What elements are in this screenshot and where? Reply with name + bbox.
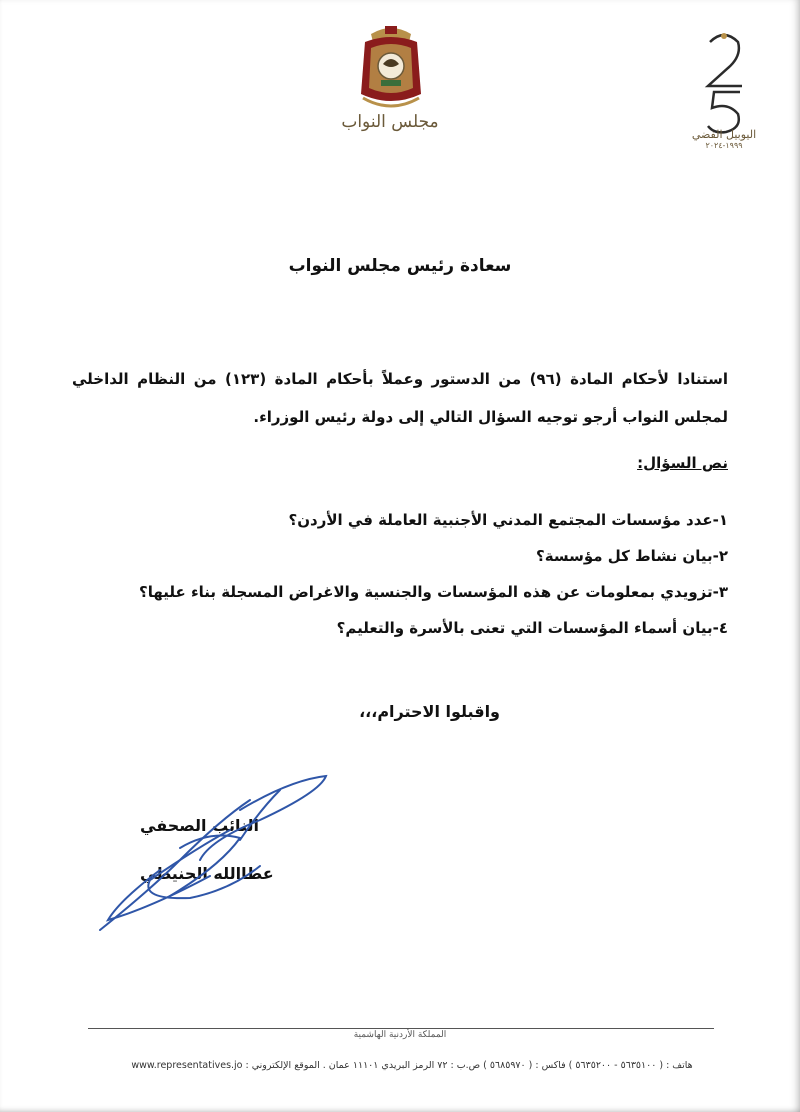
footer-divider [88,1028,714,1029]
jubilee-years: ١٩٩٩-٢٠٢٤ [705,141,743,150]
question-list [139,508,728,652]
footer-caption: المملكة الأردنية الهاشمية [353,1030,447,1040]
question-item-4: ٤-بيان أسماء المؤسسات التي تعنى بالأسرة والتعليم؟ [336,619,728,637]
silver-jubilee-25-logo [688,28,760,138]
question-item-1: ١-عدد مؤسسات المجتمع المدني الأجنبية العاملة في الأردن؟ [288,511,728,529]
silver-jubilee-caption [680,128,768,150]
handwritten-signature [90,770,340,940]
parliament-caption-logo-text: مجلس النواب [341,112,439,132]
question-heading: نص السؤال: [637,454,728,472]
signatory-name: عطاالله الحنيطي [140,864,274,883]
question-item-2: ٢-بيان نشاط كل مؤسسة؟ [536,547,728,565]
jubilee-title: اليوبيل الفضي [691,128,757,141]
intro-paragraph: استنادا لأحكام المادة (٩٦) من الدستور وعملاً بأحكام المادة (١٢٣) من النظام الداخلي لمجلس النواب أرجو توجيه السؤال التالي إلى دولة رئيس الوزراء. [72,370,728,426]
salutation: سعادة رئيس مجلس النواب [288,256,512,276]
question-item-3: ٣-تزويدي بمعلومات عن هذه المؤسسات والجنسية والاغراض المسجلة بناء عليها؟ [139,583,728,601]
footer-contact-info: هاتف : ( ٥٦٣٥١٠٠ - ٥٦٣٥٢٠٠ ) فاكس : ( ٥٦٨٥٩٧٠ ) ص.ب : ٧٢ الرمز البريدي ١١١٠١ عمان . الموقع الإلكتروني : www.representatives.jo [131,1060,693,1071]
signatory-title: النائب الصحفي [140,816,260,835]
jordan-coat-of-arms-logo [355,24,427,110]
closing-line: واقبلوا الاحترام،،، [359,702,500,721]
